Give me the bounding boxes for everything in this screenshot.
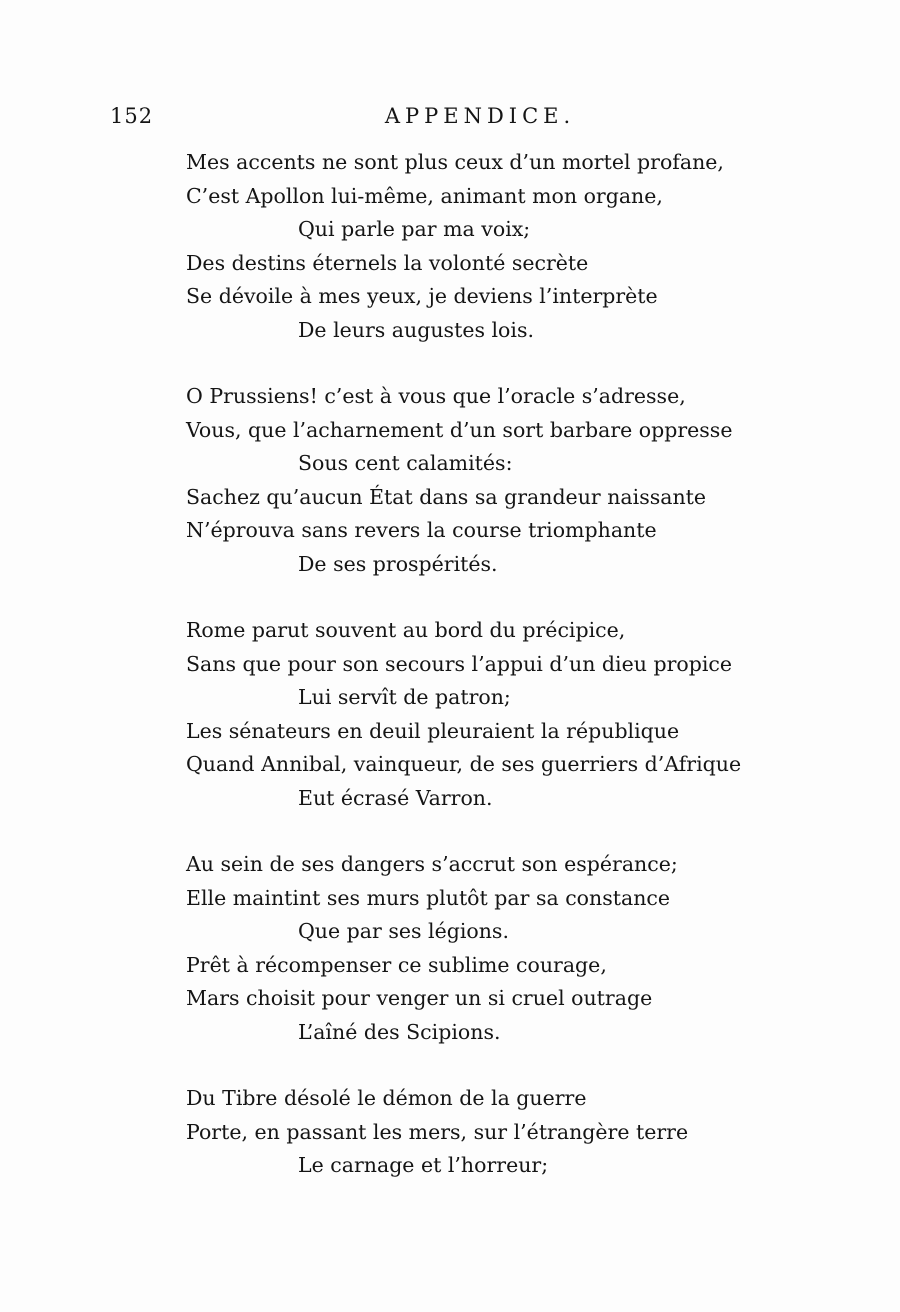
page-number: 152 — [110, 104, 154, 128]
verse-line: Mes accents ne sont plus ceux d’un mortel profane, — [186, 150, 724, 174]
verse-line: Mars choisit pour venger un si cruel outrage — [186, 986, 653, 1010]
verse-line: Sans que pour son secours l’appui d’un dieu propice — [186, 651, 733, 676]
verse-line-indented: De ses prospérités. — [298, 551, 498, 576]
verse-line-indented: De leurs augustes lois. — [298, 317, 534, 342]
verse-line: Des destins éternels la volonté secrète — [186, 250, 589, 275]
verse-line-indented: Eut écrasé Varron. — [298, 785, 493, 810]
verse-line: Quand Annibal, vainqueur, de ses guerriers d’Afrique — [186, 752, 742, 776]
verse-line-indented: Que par ses légions. — [298, 919, 509, 943]
stanza — [186, 380, 826, 581]
stanza — [186, 146, 826, 347]
verse-line: Prêt à récompenser ce sublime courage, — [186, 952, 607, 977]
verse-line: C’est Apollon lui-même, animant mon organe, — [186, 183, 663, 208]
verse-line-indented: Qui parle par ma voix; — [298, 217, 531, 241]
verse-line: Porte, en passant les mers, sur l’étrangère terre — [186, 1119, 689, 1144]
poem — [186, 146, 826, 1216]
verse-line: Au sein de ses dangers s’accrut son espérance; — [186, 852, 678, 876]
verse-line: Se dévoile à mes yeux, je deviens l’interprète — [186, 284, 658, 308]
stanza — [186, 1082, 826, 1183]
verse-line-indented: Sous cent calamités: — [298, 451, 513, 475]
verse-line: Sachez qu’aucun État dans sa grandeur naissante — [186, 484, 707, 509]
verse-line: Rome parut souvent au bord du précipice, — [186, 618, 626, 642]
verse-line: Elle maintint ses murs plutôt par sa constance — [186, 885, 671, 910]
verse-line: Du Tibre désolé le démon de la guerre — [186, 1086, 587, 1110]
verse-line-indented: L’aîné des Scipions. — [298, 1019, 501, 1044]
verse-line: N’éprouva sans revers la course triomphante — [186, 518, 657, 542]
verse-line: Les sénateurs en deuil pleuraient la république — [186, 718, 680, 743]
verse-line-indented: Le carnage et l’horreur; — [298, 1153, 549, 1177]
stanza — [186, 848, 826, 1049]
verse-line-indented: Lui servît de patron; — [298, 685, 511, 709]
verse-line: O Prussiens! c’est à vous que l’oracle s’adresse, — [186, 384, 686, 408]
stanza — [186, 614, 826, 815]
running-head: APPENDICE. — [384, 104, 576, 128]
verse-line: Vous, que l’acharnement d’un sort barbare oppresse — [186, 417, 733, 442]
